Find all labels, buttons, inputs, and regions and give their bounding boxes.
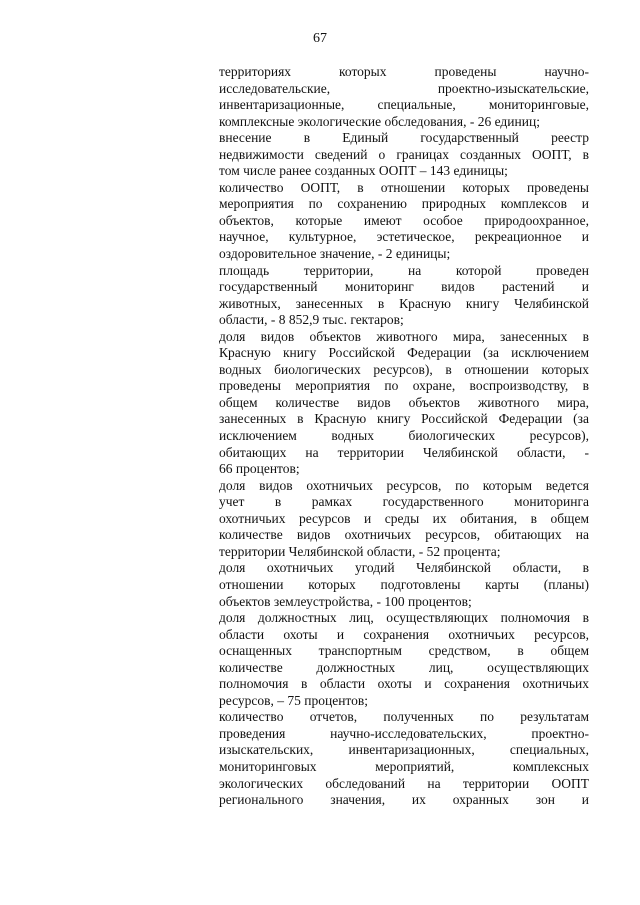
text-line: животных, занесенных в Красную книгу Челябинской bbox=[219, 295, 589, 311]
text-line: общем количестве видов объектов животного мира, bbox=[219, 394, 589, 410]
paragraph bbox=[219, 478, 589, 561]
text-line: внесение в Единый государственный реестр bbox=[219, 130, 589, 146]
text-line: проведены мероприятия по охране, воспроизводству, в bbox=[219, 378, 589, 394]
text-line: ресурсов, – 75 процентов; bbox=[219, 692, 369, 708]
paragraph bbox=[219, 610, 589, 709]
text-line: полномочия в области охоты и сохранения охотничьих bbox=[219, 676, 589, 692]
text-line: количестве должностных лиц, осуществляющих bbox=[219, 659, 589, 675]
text-line: государственный мониторинг видов растений и bbox=[219, 279, 589, 295]
paragraph bbox=[219, 329, 589, 478]
text-line: недвижимости сведений о границах созданных ООПТ, в bbox=[219, 146, 589, 162]
text-line: объектов землеустройства, - 100 процентов; bbox=[219, 593, 472, 609]
text-line: регионального значения, их охранных зон и bbox=[219, 792, 589, 808]
text-line: исключением водных биологических ресурсов), bbox=[219, 428, 589, 444]
paragraph bbox=[219, 180, 589, 263]
text-line: Красную книгу Российской Федерации (за исключением bbox=[219, 345, 589, 361]
text-line: объектов, которые имеют особое природоохранное, bbox=[219, 212, 589, 228]
text-line: доля должностных лиц, осуществляющих полномочия в bbox=[219, 610, 589, 626]
text-line: том числе ранее созданных ООПТ – 143 единицы; bbox=[219, 163, 508, 179]
text-line: учет в рамках государственного мониторинга bbox=[219, 494, 589, 510]
text-line: доля охотничьих угодий Челябинской области, в bbox=[219, 560, 589, 576]
paragraph bbox=[219, 64, 589, 130]
text-line: оснащенных транспортным средством, в общем bbox=[219, 643, 589, 659]
text-line: исследовательские, проектно-изыскательские, bbox=[219, 80, 589, 96]
text-line: мониторинговых мероприятий, комплексных bbox=[219, 758, 589, 774]
text-line: обитающих на территории Челябинской области, - bbox=[219, 444, 589, 460]
document-body bbox=[219, 64, 589, 809]
text-line: проведения научно-исследовательских, проектно- bbox=[219, 725, 589, 741]
text-line: области охоты и сохранения охотничьих ресурсов, bbox=[219, 626, 589, 642]
text-line: количество отчетов, полученных по результатам bbox=[219, 709, 589, 725]
paragraph bbox=[219, 709, 589, 808]
text-line: отношении которых подготовлены карты (планы) bbox=[219, 576, 589, 592]
text-line: доля видов охотничьих ресурсов, по которым ведется bbox=[219, 477, 589, 493]
paragraph bbox=[219, 130, 589, 180]
text-line: территориях которых проведены научно- bbox=[219, 64, 589, 79]
text-line: количестве видов охотничьих ресурсов, обитающих на bbox=[219, 527, 589, 543]
text-line: охотничьих ресурсов и среды их обитания, в общем bbox=[219, 510, 589, 526]
text-line: инвентаризационные, специальные, мониторинговые, bbox=[219, 97, 589, 113]
text-line: занесенных в Красную книгу Российской Федерации (за bbox=[219, 411, 589, 427]
text-line: оздоровительное значение, - 2 единицы; bbox=[219, 246, 451, 262]
text-line: научное, культурное, эстетическое, рекреационное и bbox=[219, 229, 589, 245]
page-number: 67 bbox=[313, 31, 327, 46]
text-line: территории Челябинской области, - 52 процента; bbox=[219, 543, 501, 559]
text-line: площадь территории, на которой проведен bbox=[219, 262, 589, 278]
paragraph bbox=[219, 560, 589, 610]
paragraph bbox=[219, 263, 589, 329]
text-line: водных биологических ресурсов), в отношении которых bbox=[219, 361, 589, 377]
text-line: количество ООПТ, в отношении которых проведены bbox=[219, 179, 589, 195]
text-line: комплексные экологические обследования, - 26 единиц; bbox=[219, 113, 540, 129]
text-line: доля видов объектов животного мира, занесенных в bbox=[219, 328, 589, 344]
text-line: изыскательских, инвентаризационных, специальных, bbox=[219, 742, 589, 758]
text-line: экологических обследований на территории ООПТ bbox=[219, 775, 589, 791]
text-line: 66 процентов; bbox=[219, 461, 300, 477]
text-line: мероприятия по сохранению природных комплексов и bbox=[219, 196, 589, 212]
text-line: области, - 8 852,9 тыс. гектаров; bbox=[219, 312, 404, 328]
